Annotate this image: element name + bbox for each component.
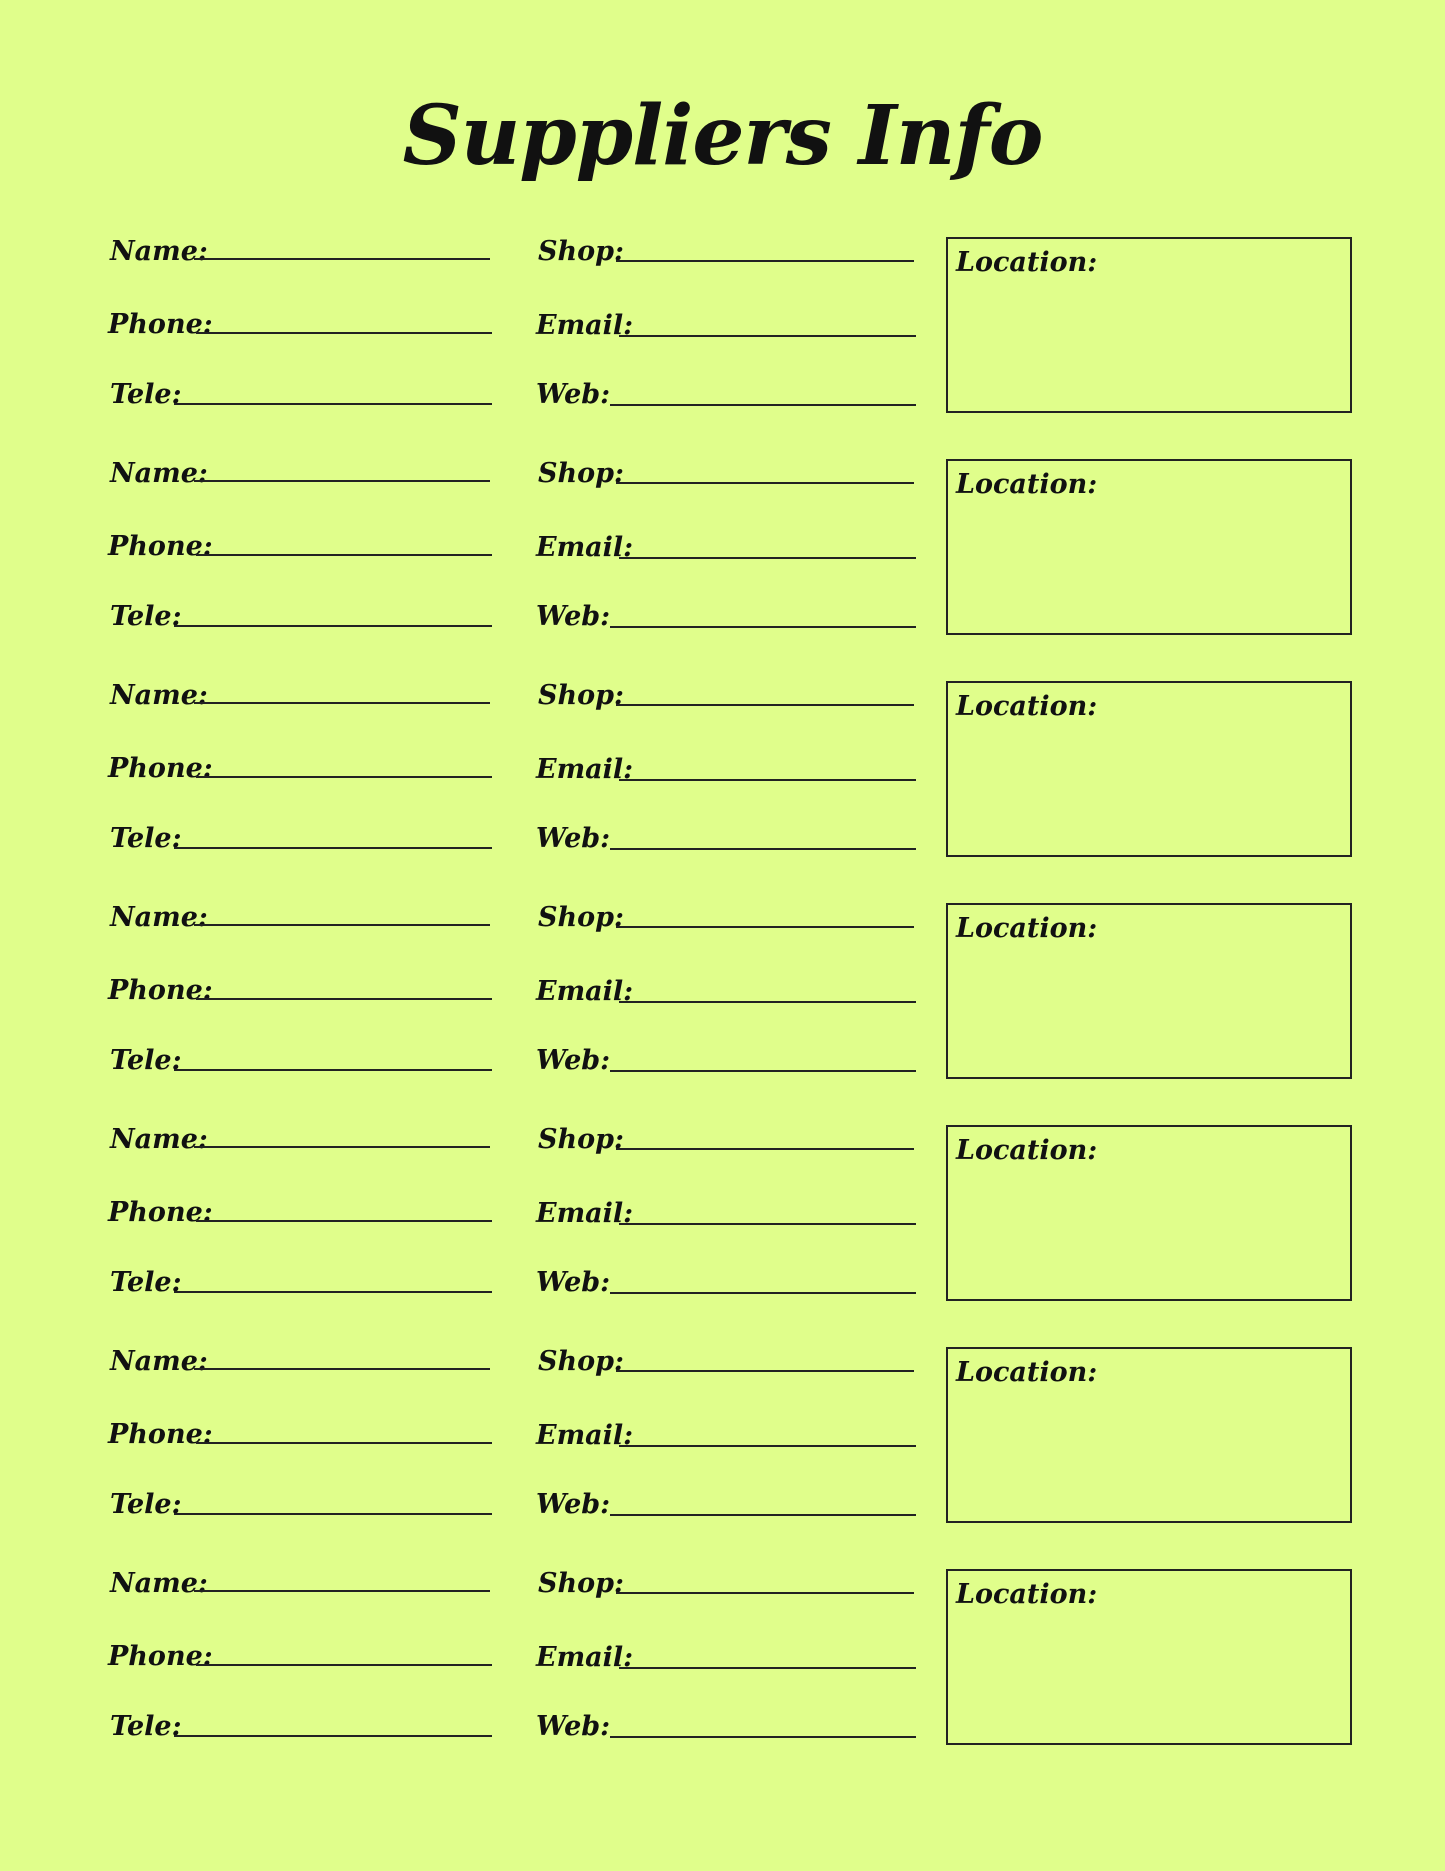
location-box[interactable] <box>946 1125 1352 1301</box>
name-field[interactable] <box>194 1146 490 1148</box>
tele-field[interactable] <box>174 625 492 627</box>
phone-field[interactable] <box>196 1442 492 1444</box>
tele-label: Tele: <box>110 379 182 410</box>
phone-label: Phone: <box>108 1641 213 1672</box>
web-field[interactable] <box>610 1292 916 1294</box>
phone-label: Phone: <box>108 531 213 562</box>
shop-label: Shop: <box>538 680 624 711</box>
web-field[interactable] <box>610 626 916 628</box>
email-field[interactable] <box>619 557 916 559</box>
shop-label: Shop: <box>538 236 624 267</box>
tele-label: Tele: <box>110 1489 182 1520</box>
phone-label: Phone: <box>108 1197 213 1228</box>
phone-label: Phone: <box>108 309 213 340</box>
location-box[interactable] <box>946 1569 1352 1745</box>
tele-field[interactable] <box>174 403 492 405</box>
shop-field[interactable] <box>616 926 914 928</box>
tele-field[interactable] <box>174 847 492 849</box>
name-label: Name: <box>110 1346 208 1377</box>
phone-label: Phone: <box>108 1419 213 1450</box>
email-label: Email: <box>536 310 634 341</box>
name-field[interactable] <box>194 258 490 260</box>
shop-label: Shop: <box>538 1346 624 1377</box>
name-label: Name: <box>110 902 208 933</box>
email-field[interactable] <box>619 1667 916 1669</box>
phone-field[interactable] <box>196 554 492 556</box>
phone-field[interactable] <box>196 998 492 1000</box>
name-field[interactable] <box>194 1368 490 1370</box>
tele-label: Tele: <box>110 1267 182 1298</box>
email-field[interactable] <box>619 1445 916 1447</box>
page-title: Suppliers Info <box>402 88 1043 184</box>
phone-label: Phone: <box>108 975 213 1006</box>
email-label: Email: <box>536 1642 634 1673</box>
phone-field[interactable] <box>196 1220 492 1222</box>
tele-label: Tele: <box>110 1045 182 1076</box>
location-box[interactable] <box>946 903 1352 1079</box>
web-field[interactable] <box>610 404 916 406</box>
location-box[interactable] <box>946 459 1352 635</box>
email-label: Email: <box>536 1420 634 1451</box>
tele-field[interactable] <box>174 1069 492 1071</box>
name-label: Name: <box>110 1124 208 1155</box>
shop-label: Shop: <box>538 1124 624 1155</box>
tele-field[interactable] <box>174 1513 492 1515</box>
web-label: Web: <box>536 601 611 632</box>
web-field[interactable] <box>610 1514 916 1516</box>
name-field[interactable] <box>194 924 490 926</box>
shop-field[interactable] <box>616 482 914 484</box>
shop-field[interactable] <box>616 704 914 706</box>
shop-label: Shop: <box>538 1568 624 1599</box>
shop-field[interactable] <box>616 1148 914 1150</box>
email-field[interactable] <box>619 335 916 337</box>
web-label: Web: <box>536 1267 611 1298</box>
location-label: Location: <box>956 469 1098 500</box>
tele-field[interactable] <box>174 1735 492 1737</box>
location-label: Location: <box>956 913 1098 944</box>
phone-field[interactable] <box>196 332 492 334</box>
name-label: Name: <box>110 680 208 711</box>
name-label: Name: <box>110 1568 208 1599</box>
email-field[interactable] <box>619 1223 916 1225</box>
web-label: Web: <box>536 1489 611 1520</box>
location-label: Location: <box>956 1135 1098 1166</box>
web-field[interactable] <box>610 1070 916 1072</box>
tele-label: Tele: <box>110 823 182 854</box>
web-label: Web: <box>536 1045 611 1076</box>
location-label: Location: <box>956 691 1098 722</box>
tele-label: Tele: <box>110 1711 182 1742</box>
web-field[interactable] <box>610 1736 916 1738</box>
location-box[interactable] <box>946 681 1352 857</box>
name-field[interactable] <box>194 702 490 704</box>
phone-label: Phone: <box>108 753 213 784</box>
web-label: Web: <box>536 379 611 410</box>
email-label: Email: <box>536 754 634 785</box>
phone-field[interactable] <box>196 776 492 778</box>
name-label: Name: <box>110 236 208 267</box>
tele-field[interactable] <box>174 1291 492 1293</box>
shop-field[interactable] <box>616 260 914 262</box>
shop-field[interactable] <box>616 1370 914 1372</box>
web-label: Web: <box>536 823 611 854</box>
location-label: Location: <box>956 1579 1098 1610</box>
web-label: Web: <box>536 1711 611 1742</box>
name-field[interactable] <box>194 480 490 482</box>
shop-label: Shop: <box>538 458 624 489</box>
phone-field[interactable] <box>196 1664 492 1666</box>
shop-field[interactable] <box>616 1592 914 1594</box>
email-label: Email: <box>536 1198 634 1229</box>
email-label: Email: <box>536 976 634 1007</box>
web-field[interactable] <box>610 848 916 850</box>
email-field[interactable] <box>619 779 916 781</box>
name-field[interactable] <box>194 1590 490 1592</box>
location-label: Location: <box>956 1357 1098 1388</box>
shop-label: Shop: <box>538 902 624 933</box>
name-label: Name: <box>110 458 208 489</box>
email-label: Email: <box>536 532 634 563</box>
email-field[interactable] <box>619 1001 916 1003</box>
location-box[interactable] <box>946 237 1352 413</box>
location-label: Location: <box>956 247 1098 278</box>
location-box[interactable] <box>946 1347 1352 1523</box>
tele-label: Tele: <box>110 601 182 632</box>
